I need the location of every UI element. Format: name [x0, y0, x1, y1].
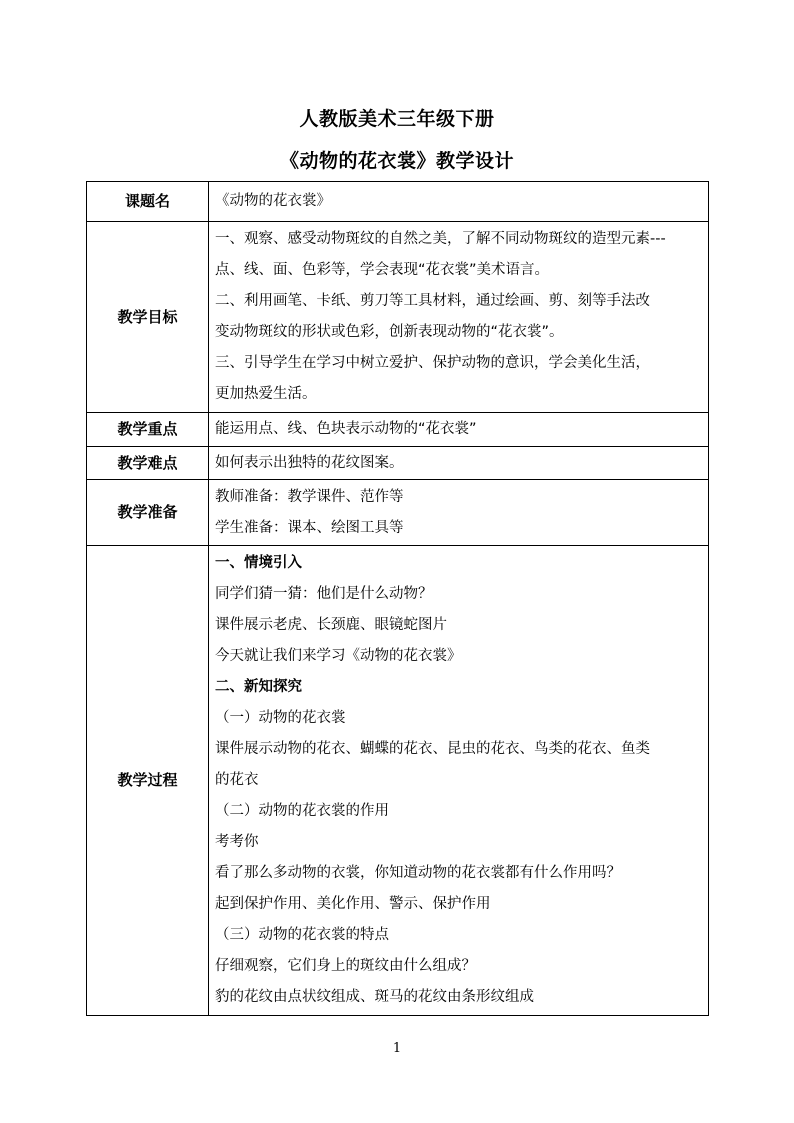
table-row-process [87, 546, 709, 1016]
process-line: 起到保护作用、美化作用、警示、保护作用 [215, 896, 491, 912]
goals-line: 点、线、面、色彩等，学会表现“花衣裳”美术语言。 [215, 262, 550, 278]
goals-line: 三、引导学生在学习中树立爱护、保护动物的意识，学会美化生活， [215, 355, 650, 371]
process-heading: 二、新知探究 [215, 679, 302, 695]
goals-content [209, 222, 709, 413]
topic-label: 课题名 [87, 182, 209, 222]
topic-content: 《动物的花衣裳》 [209, 182, 709, 222]
goals-line: 变动物斑纹的形状或色彩，创新表现动物的“花衣裳”。 [215, 324, 564, 340]
process-line: 同学们猜一猜：他们是什么动物？ [215, 586, 433, 602]
document-title-line2: 《动物的花衣裳》教学设计 [279, 150, 514, 172]
process-label: 教学过程 [87, 546, 209, 1016]
difficulties-label: 教学难点 [87, 447, 209, 480]
preparation-label: 教学准备 [87, 480, 209, 546]
preparation-line: 教师准备：教学课件、范作等 [215, 488, 404, 505]
preparation-line: 学生准备：课本、绘图工具等 [215, 519, 404, 536]
document-title-line1: 人教版美术三年级下册 [299, 108, 495, 130]
process-line: 考考你 [215, 834, 259, 850]
preparation-content [209, 480, 709, 546]
goals-line: 一、观察、感受动物斑纹的自然之美，了解不同动物斑纹的造型元素--- [215, 231, 666, 247]
table-row-topic [87, 182, 709, 222]
key-points-label: 教学重点 [87, 413, 209, 447]
process-line: 看了那么多动物的衣裳，你知道动物的花衣裳都有什么作用吗？ [215, 865, 621, 881]
process-line: 课件展示老虎、长颈鹿、眼镜蛇图片 [215, 617, 447, 633]
process-line: 的花衣 [215, 772, 259, 788]
process-line: 课件展示动物的花衣、蝴蝶的花衣、昆虫的花衣、鸟类的花衣、鱼类 [215, 741, 650, 757]
process-line: 豹的花纹由点状纹组成、斑马的花纹由条形纹组成 [215, 989, 534, 1005]
table-row-key-points [87, 413, 709, 447]
page-number: 1 [392, 1041, 402, 1056]
goals-line: 二、利用画笔、卡纸、剪刀等工具材料，通过绘画、剪、刻等手法改 [215, 293, 650, 309]
goals-label: 教学目标 [87, 222, 209, 413]
table-row-difficulties [87, 447, 709, 480]
goals-line: 更加热爱生活。 [215, 386, 317, 402]
process-line: 仔细观察，它们身上的斑纹由什么组成？ [215, 958, 476, 974]
process-line: （三）动物的花衣裳的特点 [215, 927, 389, 943]
process-line: 今天就让我们来学习《动物的花衣裳》 [215, 648, 462, 664]
process-heading: 一、情境引入 [215, 555, 302, 571]
key-points-content: 能运用点、线、色块表示动物的“花衣裳” [209, 413, 709, 447]
process-line: （二）动物的花衣裳的作用 [215, 803, 389, 819]
table-row-preparation [87, 480, 709, 546]
process-line: （一）动物的花衣裳 [215, 710, 346, 726]
table-row-goals [87, 222, 709, 413]
difficulties-content: 如何表示出独特的花纹图案。 [209, 447, 709, 480]
lesson-plan-table [86, 181, 709, 1016]
process-content [209, 546, 709, 1016]
